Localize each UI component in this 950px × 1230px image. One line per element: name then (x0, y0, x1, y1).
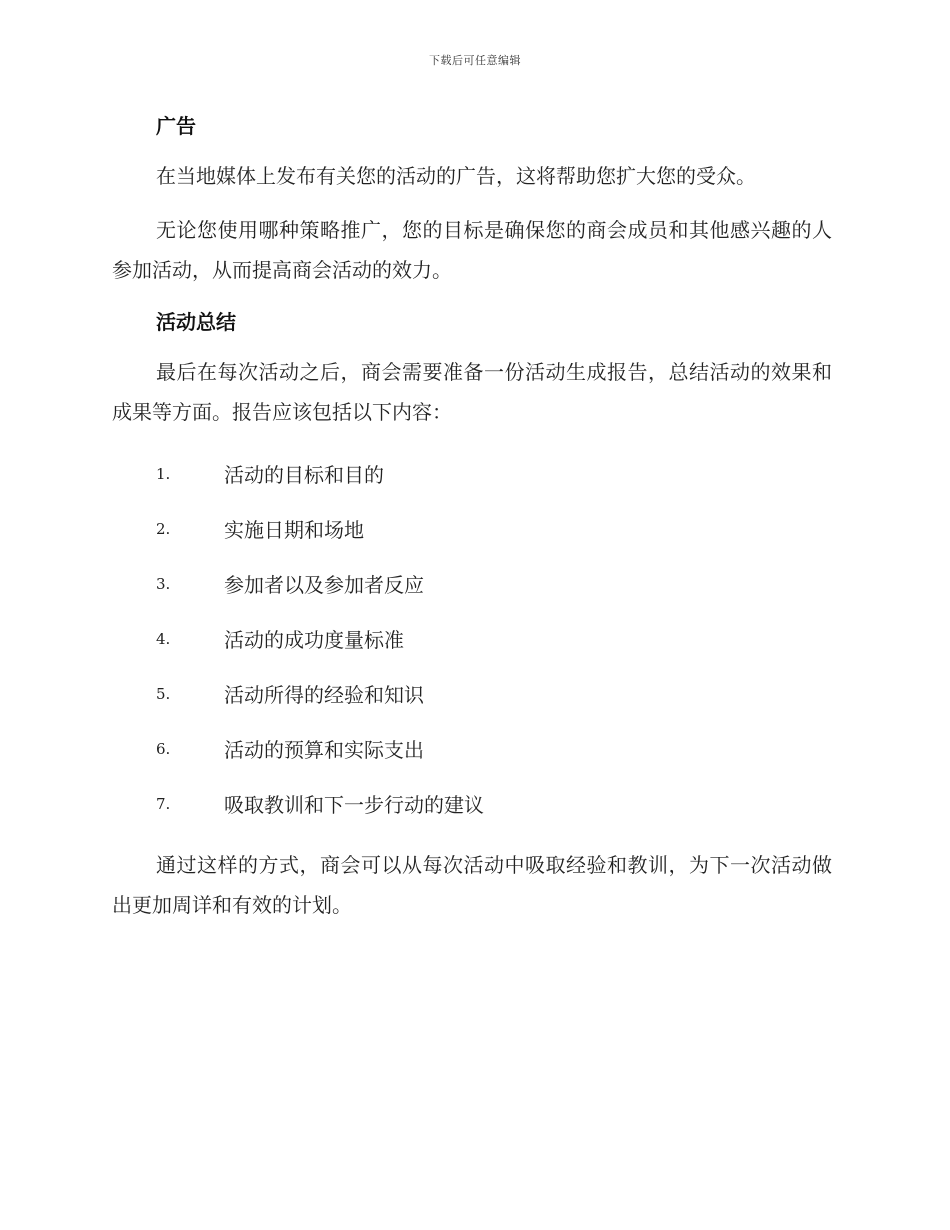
ad-paragraph-2: 无论您使用哪种策略推广，您的目标是确保您的商会成员和其他感兴趣的人参加活动，从而提高商会活动的效力。 (112, 218, 832, 282)
page-header: 下载后可任意编辑 (429, 54, 521, 67)
list-item-text: 参加者以及参加者反应 (224, 573, 424, 597)
list-item (112, 446, 832, 501)
list-item-number: 7. (156, 794, 171, 813)
list-item-text: 实施日期和场地 (224, 518, 364, 542)
list-item (112, 666, 832, 721)
list-item (112, 721, 832, 776)
document-body (112, 110, 832, 925)
list-item-text: 吸取教训和下一步行动的建议 (224, 793, 484, 817)
list-item-text: 活动所得的经验和知识 (224, 683, 424, 707)
list-item-number: 4. (156, 629, 171, 648)
ad-paragraph-1: 在当地媒体上发布有关您的活动的广告，这将帮助您扩大您的受众。 (156, 164, 756, 188)
list-item-number: 5. (156, 684, 171, 703)
section-heading-ad: 广告 (156, 114, 196, 138)
report-contents-list (112, 446, 832, 831)
list-item (112, 556, 832, 611)
list-item-number: 6. (156, 739, 171, 758)
list-item-text: 活动的成功度量标准 (224, 628, 404, 652)
list-item (112, 501, 832, 556)
list-item (112, 776, 832, 831)
list-item-number: 3. (156, 574, 171, 593)
summary-closing-paragraph: 通过这样的方式，商会可以从每次活动中吸取经验和教训，为下一次活动做出更加周详和有效的计划。 (112, 853, 832, 917)
list-item-number: 1. (156, 464, 171, 483)
list-item-text: 活动的预算和实际支出 (224, 738, 424, 762)
list-item-text: 活动的目标和目的 (224, 463, 384, 487)
list-item-number: 2. (156, 519, 171, 538)
section-heading-summary: 活动总结 (156, 310, 236, 334)
summary-intro-paragraph: 最后在每次活动之后，商会需要准备一份活动生成报告，总结活动的效果和成果等方面。报告应该包括以下内容： (112, 360, 832, 424)
list-item (112, 611, 832, 666)
